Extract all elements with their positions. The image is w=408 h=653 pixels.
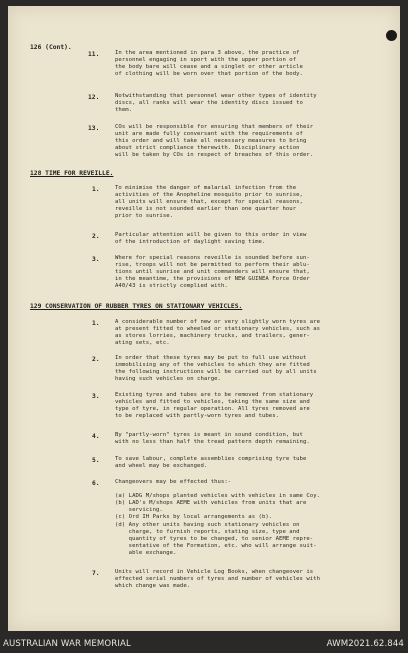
section-heading-cont: 126 (Cont).	[30, 44, 72, 51]
item-text: To save labour, complete assemblies comprising tyre tube and wheel may be exchanged.	[115, 456, 307, 470]
item-text: COs will be responsible for ensuring that members of their unit are made fully conversant with the requirements of this order and will take all necessary measures to bring about strict compliance therewith. Disciplinary action will be taken by COs in respect of breaches of this order.	[115, 124, 314, 159]
item-number: 1.	[92, 320, 100, 327]
item-number: 3.	[92, 393, 100, 400]
item-text: Particular attention will be given to this order in view of the introduction of daylight saving time.	[115, 232, 307, 246]
institution-credit: AUSTRALIAN WAR MEMORIAL	[3, 639, 131, 649]
item-number: 13.	[88, 125, 100, 132]
item-text: To minimise the danger of malarial infection from the activities of the Anopheline mosquito prior to sunrise, all units will ensure that, except for special reasons, reveille is not sounded earlier than one quarter hour prior to sunrise.	[115, 185, 303, 220]
document-page	[8, 6, 400, 631]
item-text: Where for special reasons reveille is sounded before sun- rise, troops will not be permitted to perform their ablu- tions until sunrise and unit commanders will ensure that, in the meantime, the provisions of NEW GUINEA Force Order A40/43 is strictly complied with.	[115, 255, 310, 290]
section-heading-reveille: 128 TIME FOR REVEILLE.	[30, 170, 114, 177]
item-number: 6.	[92, 480, 100, 487]
item-text: By "partly-worn" tyres is meant in sound condition, but with no less than half the tread pattern depth remaining.	[115, 432, 310, 446]
item-number: 5.	[92, 457, 100, 464]
item-text: A considerable number of new or very slightly worn tyres are at present fitted to wheeled or stationary vehicles, such as as stores lorries, machinery trucks, and trailers, gener- ating sets, etc.	[115, 319, 321, 347]
footer-bar	[0, 637, 408, 653]
item-text: Changeovers may be effected thus:- (a) LADG M/shops planted vehicles with vehicles in same Coy. (b) LAD's M/shops AEME with vehicles from units that are servicing. (c) Ord IH Parks by local arrangements as (b). (d) Any other units having such stationary vehicles on charge, to furnish reports, stating size, type and quantity of tyres to be changed, to senior AEME repre- sentative of the Formation, etc. who will arrange suit- able exchange.	[115, 479, 321, 556]
item-text: In the area mentioned in para 3 above, the practice of personnel engaging in sport with the upper portion of the body bare will cease and a singlet or other article of clothing will be worn over that portion of the body.	[115, 50, 303, 78]
item-text: In order that these tyres may be put to full use without immobilising any of the vehicles to which they are fitted the following instructions will be carried out by all units having such vehicles on charge.	[115, 355, 317, 383]
item-number: 1.	[92, 186, 100, 193]
item-text: Units will record in Vehicle Log Books, when changeover is effected serial numbers of tyres and number of vehicles with which change was made.	[115, 569, 321, 590]
item-number: 4.	[92, 433, 100, 440]
punch-hole	[386, 30, 397, 41]
item-number: 2.	[92, 356, 100, 363]
item-text: Existing tyres and tubes are to be removed from stationary vehicles and fitted to vehicles, taking the same size and type of tyre, in regular operation. All tyres removed are to be replaced with partly-worn tyres and tubes.	[115, 392, 314, 420]
section-heading-tyres: 129 CONSERVATION OF RUBBER TYRES ON STATIONARY VEHICLES.	[30, 303, 243, 310]
item-number: 3.	[92, 256, 100, 263]
item-number: 7.	[92, 570, 100, 577]
catalogue-reference: AWM2021.62.844	[326, 639, 404, 649]
item-number: 11.	[88, 51, 100, 58]
item-number: 12.	[88, 94, 100, 101]
item-number: 2.	[92, 233, 100, 240]
item-text: Notwithstanding that personnel wear other types of identity discs, all ranks will wear the identity discs issued to them.	[115, 93, 317, 114]
